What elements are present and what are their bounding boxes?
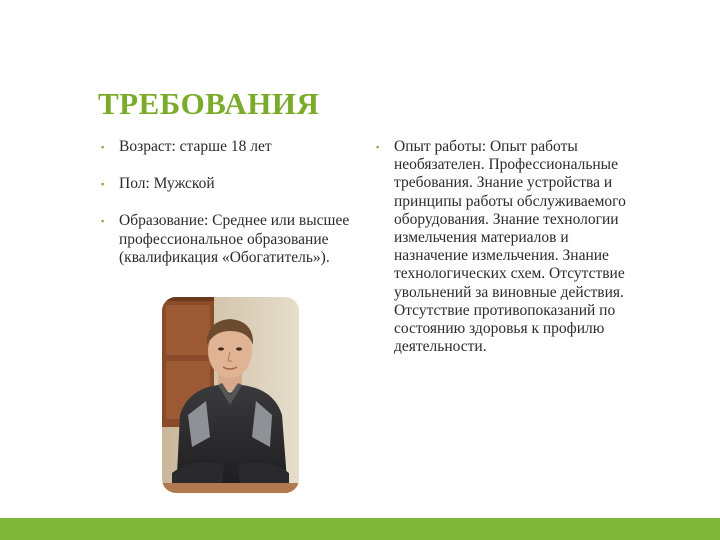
list-item-text: Возраст: старше 18 лет — [119, 138, 272, 155]
bullet-icon: ▪ — [101, 142, 105, 152]
bullet-icon: ▪ — [376, 142, 380, 152]
list-item — [100, 175, 362, 193]
list-item — [375, 138, 637, 356]
list-item — [100, 212, 362, 267]
list-item-text: Опыт работы: Опыт работы необязателен. Профессиональные требования. Знание устройства и принципы работы обслуживаемого оборудования. Знание технологии измельчения материалов и назначение измельчения. Знание технологических схем. Отсутствие увольнений за виновные действия. Отсутствие противопоказаний по состоянию здоровья к профилю деятельности. — [394, 138, 626, 356]
person-photo — [162, 297, 299, 493]
bullet-icon: ▪ — [101, 216, 105, 227]
left-column — [100, 138, 362, 267]
list-item-text: Образование: Среднее или высшее профессиональное образование (квалификация «Обогатитель»). — [119, 212, 350, 266]
list-item — [100, 138, 362, 156]
bullet-icon: ▪ — [101, 179, 105, 190]
person-photo-icon — [162, 297, 299, 493]
right-column — [375, 138, 637, 356]
bottom-accent-bar — [0, 518, 720, 540]
list-item-text: Пол: Мужской — [119, 175, 215, 193]
slide-title: ТРЕБОВАНИЯ — [98, 86, 320, 121]
